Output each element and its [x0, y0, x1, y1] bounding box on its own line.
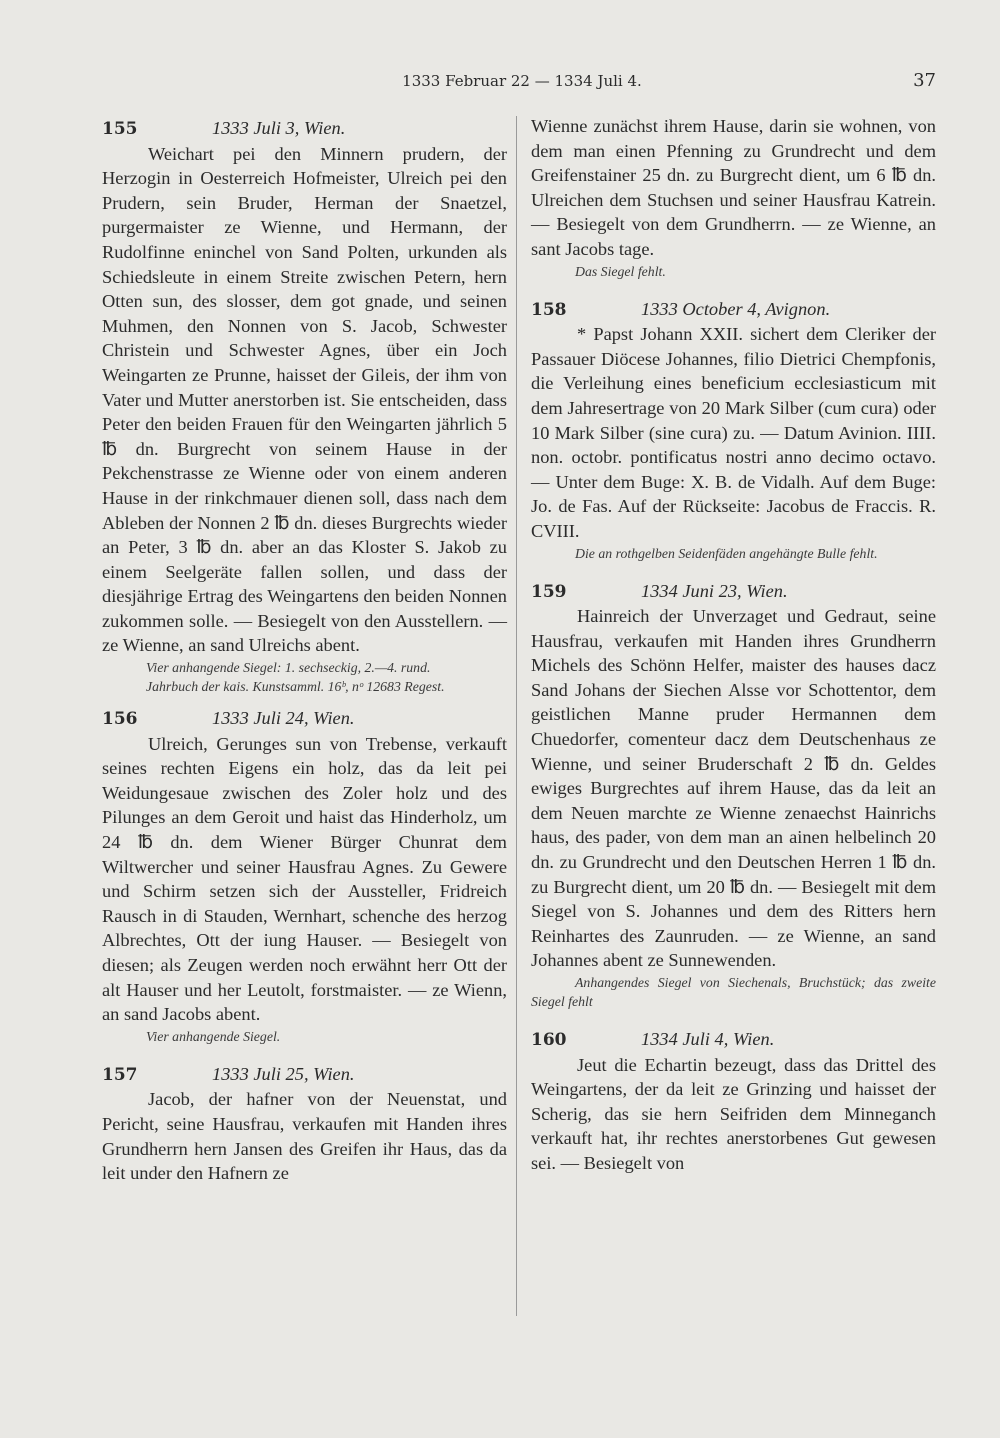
entry-text: Jacob, der hafner von der Neuenstat, und Pericht, seine Hausfrau, verkaufen mit Handen ihres Grundherrn hern Jansen des Greifen ihr Haus, das da leit under den Hafnern ze	[102, 1089, 507, 1184]
entry-note: Das Siegel fehlt.	[575, 263, 666, 279]
entry-heading	[531, 297, 936, 323]
entry-number: 160	[531, 1030, 567, 1050]
entry-heading	[102, 706, 507, 732]
entry-text: Weichart pei den Minnern prudern, der Herzogin in Oesterreich Hofmeister, Ulreich pei den Prudern, sein Bruder, Herman der Snaetzel, purgermaister ze Wienne, und Hermann, der Rudolfinne eninchel von Sand Polten, urkunden als Schiedsleute in einem Streite zwischen Petern, hern Otten sun, des slosser, dem got gnade, und seinen Muhmen, den Nonnen von S. Jacob, Schwester Christein und Schwester Agnes, über ein Joch Weingarten ze Prunne, haisset der Gileis, der ihm von Vater und Mutter anerstorben ist. Sie entscheiden, dass Peter den beiden Frauen für den Weingarten jährlich 5 ℔ dn. Burgrecht von seinem Hause in der Pekchenstrasse ze Wienne oder von einem anderen Hause in der rinkchmauer dienen soll, dass nach dem Ableben der Nonnen 2 ℔ dn. dieses Burgrechts wieder an Peter, 3 ℔ dn. aber an das Kloster S. Jakob zu einem Seelgeräte fallen sollen, und dass der diesjährige Ertrag des Weingartens den beiden Nonnen zukommen solle. — Besiegelt von den Ausstellern. — ze Wienne, an sand Ulreichs abent.	[102, 143, 507, 656]
entry-heading	[102, 1062, 507, 1088]
right-column	[531, 114, 936, 1176]
entry-note: Die an rothgelben Seidenfäden angehängte Bulle fehlt.	[575, 545, 878, 561]
entry-number: 158	[531, 299, 567, 320]
entry-date: 1333 October 4, Avignon.	[641, 298, 831, 319]
entry-text: Hainreich der Unverzaget und Gedraut, seine Hausfrau, verkaufen mit Handen ihres Grundherrn Michels des Schönn Helfer, maister des hauses dacz Sand Johans der Siechen Alsse vor Schottentor, dem geistlichen Manne pruder Hermannen dem Chuedorfer, comenteur dacz dem Deutschenhaus ze Wienne, und seiner Bruderschaft 2 ℔ dn. Geldes ewiges Burgrechtes auf ihrem Hause, das da leit an dem Neuen marchte ze Wienne zenaechst Hainrichs haus, des pader, von dem man an ainen helbelinch 20 dn. zu Grundrecht und den Deutschen Herren 1 ℔ dn. zu Burgrecht dient, um 20 ℔ dn. — Besiegelt mit dem Siegel von S. Johannes und dem des Ritters hern Reinhartes des Zaunruden. — ze Wienne, an sand Johannes abent ze Sunnewenden.	[531, 606, 936, 971]
entry-date: 1333 Juli 24, Wien.	[212, 708, 355, 729]
entry-note: Anhangendes Siegel von Siechenals, Bruchstück; das zweite Siegel fehlt	[531, 975, 936, 1009]
column-divider	[516, 116, 517, 1316]
entry-text: Jeut die Echartin bezeugt, dass das Drittel des Weingartens, der da leit ze Grinzing und haisset der Scherig, das sie hern Seifriden dem Minneganch verkauft hat, ihr rechtes anerstorbenes Gut gewesen sei. — Besiegelt von	[531, 1054, 936, 1173]
left-column	[102, 114, 507, 1186]
entry-number: 155	[102, 119, 138, 139]
entry-number: 156	[102, 709, 138, 730]
entry-number: 157	[102, 1064, 138, 1085]
entry-heading	[531, 579, 936, 605]
entry-text-continued: Wienne zunächst ihrem Hause, darin sie wohnen, von dem man einen Pfenning zu Grundrecht und dem Greifenstainer 25 dn. zu Burgrecht dient, um 6 ℔ dn. Ulreichen dem Stuchsen und seiner Hausfrau Katrein. — Besiegelt von dem Grundherrn. — ze Wienne, an sant Jacobs tage.	[531, 116, 936, 259]
entry-note: Vier anhangende Siegel.	[146, 1028, 281, 1044]
entry-date: 1334 Juni 23, Wien.	[641, 580, 788, 601]
page-number: 37	[913, 70, 936, 91]
entry-text: * Papst Johann XXII. sichert dem Cleriker der Passauer Diöcese Johannes, filio Dietrici Chempfonis, die Verleihung eines beneficium ecclesiasticum mit dem Jahresertrage von 20 Mark Silber (cum cura) oder 10 Mark Silber (sine cura) zu. — Datum Avinion. IIII. non. octobr. pontificatus nostri anno decimo octavo. — Unter dem Buge: X. B. de Vidalh. Auf dem Buge: Jo. de Fas. Auf der Rückseite: Jacobus de Fraccis. R. CVIII.	[531, 324, 936, 541]
entry-heading	[531, 1027, 936, 1053]
entry-date: 1333 Juli 25, Wien.	[212, 1063, 355, 1084]
entry-note: Vier anhangende Siegel: 1. sechseckig, 2.—4. rund.	[146, 660, 431, 676]
entry-heading	[102, 116, 507, 142]
entry-date: 1333 Juli 3, Wien.	[212, 118, 346, 138]
running-head: 1333 Februar 22 — 1334 Juli 4.	[402, 72, 642, 90]
page-header	[108, 72, 936, 96]
entry-date: 1334 Juli 4, Wien.	[641, 1029, 775, 1049]
entry-number: 159	[531, 581, 567, 602]
entry-text: Ulreich, Gerunges sun von Trebense, verkauft seines rechten Eigens ein holz, das da leit pei Weidungesaue zwischen des Zoler holz und des Pilunges an dem Geroit und haist das Hinderholz, um 24 ℔ dn. dem Wiener Bürger Chunrat dem Wiltwercher und seiner Hausfrau Agnes. Zu Gewere und Schirm setzen sich der Aussteller, Fridreich Rausch in di Stauden, Wernhart, schenche des herzog Albrechtes, Ott der iung Hauser. — Besiegelt von diesen; als Zeugen werden noch erwähnt herr Ott der alt Hauser und her Leutolt, forstmaister. — ze Wienn, an sand Jacobs abent.	[102, 733, 507, 1025]
entry-note: Jahrbuch der kais. Kunstsamml. 16ᵇ, nᵒ 12683 Regest.	[146, 679, 445, 695]
